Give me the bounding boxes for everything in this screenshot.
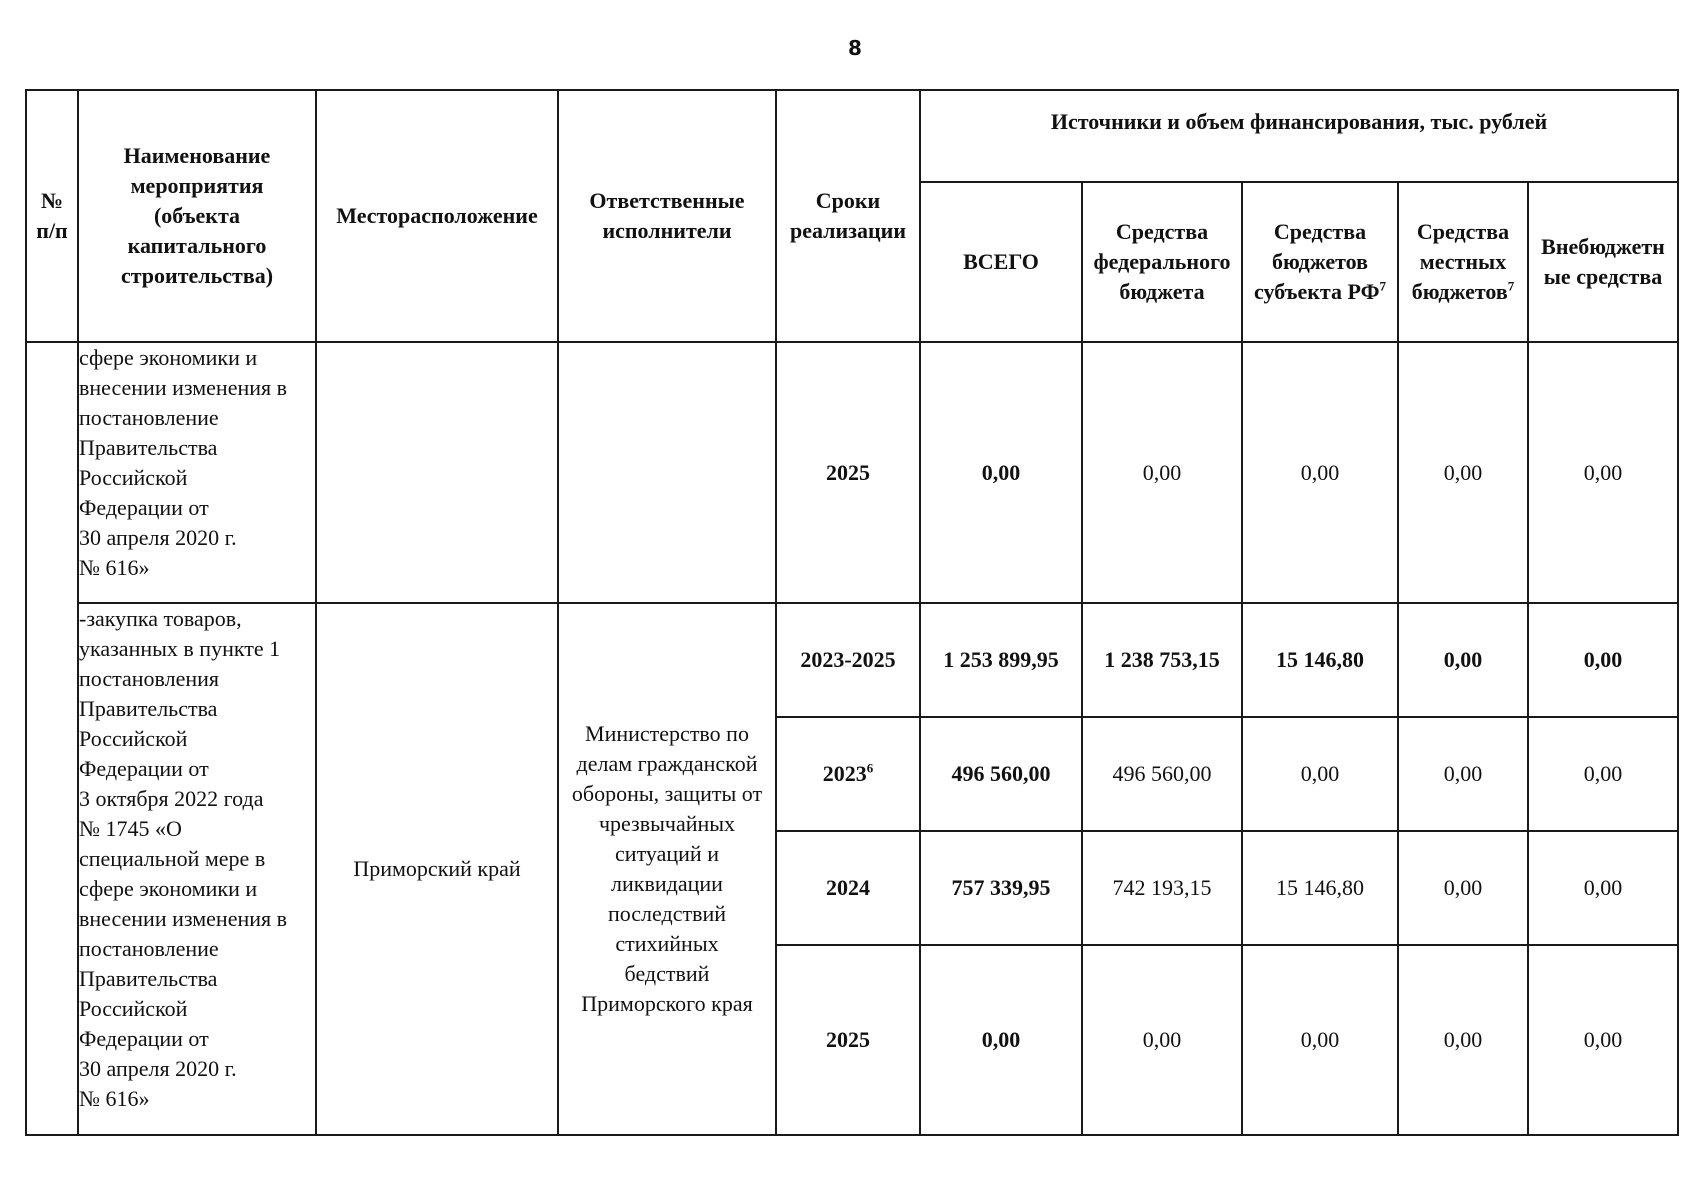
location-cell: Приморский край <box>316 603 558 1135</box>
local-cell: 0,00 <box>1398 342 1528 603</box>
header-event: Наименование мероприятия (объекта капитального строительства) <box>78 90 316 342</box>
header-local: Средства местных бюджетов$^7$ <box>1398 182 1528 342</box>
regional-cell: 0,00 <box>1242 717 1398 831</box>
regional-cell: 15 146,80 <box>1242 603 1398 717</box>
federal-cell: 1 238 753,15 <box>1082 603 1242 717</box>
total-cell: 1 253 899,95 <box>920 603 1082 717</box>
total-cell: 0,00 <box>920 945 1082 1135</box>
header-federal: Средства федерального бюджета <box>1082 182 1242 342</box>
period-cell: 2025 <box>776 342 920 603</box>
financing-table <box>25 89 1679 1136</box>
period-cell: 2025 <box>776 945 920 1135</box>
header-regional-footnote: 7 <box>1379 278 1386 294</box>
federal-cell: 0,00 <box>1082 342 1242 603</box>
responsible-cell-continued <box>558 342 776 603</box>
extra-cell: 0,00 <box>1528 717 1678 831</box>
header-total: ВСЕГО <box>920 182 1082 342</box>
federal-cell: 0,00 <box>1082 945 1242 1135</box>
header-regional: Средства бюджетов субъекта $РФ^7$ <box>1242 182 1398 342</box>
header-period: Сроки реализации <box>776 90 920 342</box>
federal-cell: 742 193,15 <box>1082 831 1242 945</box>
table-row-continued <box>26 342 1678 603</box>
local-cell: 0,00 <box>1398 831 1528 945</box>
extra-cell: 0,00 <box>1528 603 1678 717</box>
table-row <box>26 603 1678 717</box>
header-location: Месторасположение <box>316 90 558 342</box>
local-cell: 0,00 <box>1398 603 1528 717</box>
location-cell-continued <box>316 342 558 603</box>
header-extra: Внебюджетн ые средства <box>1528 182 1678 342</box>
federal-cell: 496 560,00 <box>1082 717 1242 831</box>
total-cell: 496 560,00 <box>920 717 1082 831</box>
regional-cell: 0,00 <box>1242 945 1398 1135</box>
extra-cell: 0,00 <box>1528 342 1678 603</box>
period-cell: 2023$^6$ <box>776 717 920 831</box>
header-num: № п/п <box>26 90 78 342</box>
responsible-cell: Министерство по делам гражданской обороны, защиты от чрезвычайных ситуаций и ликвидации последствий стихийных бедствий Приморского края <box>558 603 776 1135</box>
header-local-footnote: 7 <box>1507 278 1515 294</box>
total-cell: 757 339,95 <box>920 831 1082 945</box>
row-number-cell <box>26 342 78 1135</box>
event-cell: -закупка товаров, указанных в пункте 1 постановления Правительства Российской Федерации от 3 октября 2022 года № 1745 «О специальной мере в сфере экономики и внесении изменения в постановление Правительства Российской Федерации от 30 апреля 2020 г. № 616» <box>78 603 316 1135</box>
regional-cell: 0,00 <box>1242 342 1398 603</box>
regional-cell: 15 146,80 <box>1242 831 1398 945</box>
local-cell: 0,00 <box>1398 945 1528 1135</box>
total-cell: 0,00 <box>920 342 1082 603</box>
period-footnote: 6 <box>866 760 874 776</box>
extra-cell: 0,00 <box>1528 945 1678 1135</box>
extra-cell: 0,00 <box>1528 831 1678 945</box>
local-cell: 0,00 <box>1398 717 1528 831</box>
header-responsible: Ответственные исполнители <box>558 90 776 342</box>
event-cell-continued: сфере экономики и внесении изменения в постановление Правительства Российской Федерации от 30 апреля 2020 г. № 616» <box>78 342 316 603</box>
period-cell: 2023-2025 <box>776 603 920 717</box>
header-sources: Источники и объем финансирования, тыс. рублей <box>920 90 1678 182</box>
header-row-1 <box>26 90 1678 182</box>
page-number: 8 <box>848 36 862 60</box>
period-cell: 2024 <box>776 831 920 945</box>
